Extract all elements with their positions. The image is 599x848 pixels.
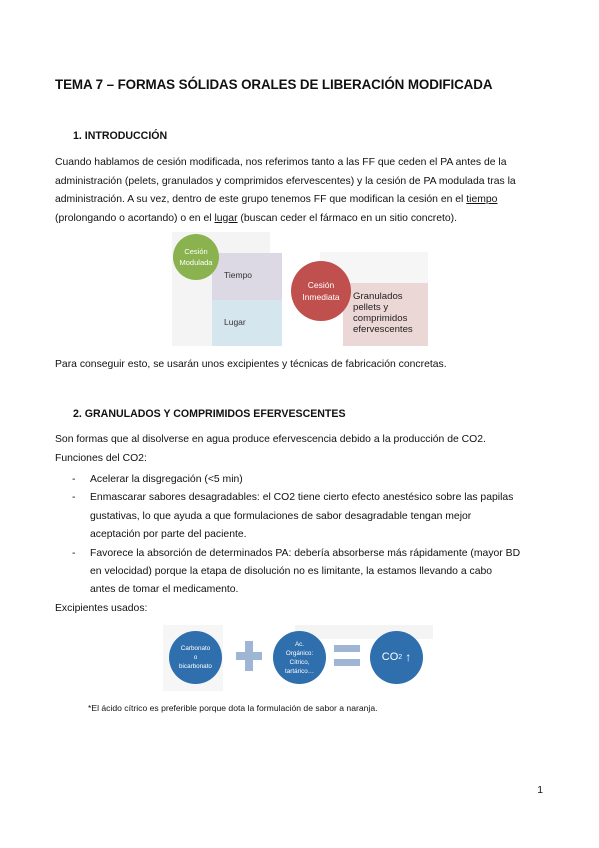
co2-text: CO bbox=[381, 651, 399, 663]
acido-line-2: Orgánico: bbox=[285, 649, 314, 657]
closing-paragraph: Para conseguir esto, se usarán unos excipientes y técnicas de fabricación concretas. bbox=[55, 359, 447, 370]
carbonato-line-2: o bbox=[193, 654, 198, 661]
cesion-diagram bbox=[170, 230, 430, 348]
co2-circle bbox=[370, 631, 423, 684]
intro-line-1: Cuando hablamos de cesión modificada, nos referimos tanto a las FF que ceden el PA antes de la bbox=[55, 157, 507, 168]
funciones-list bbox=[55, 471, 520, 600]
page-number: 1 bbox=[537, 785, 543, 796]
equals-icon bbox=[334, 645, 360, 667]
dash-marker: - bbox=[72, 474, 76, 485]
dash-marker: - bbox=[72, 492, 76, 504]
carbonato-line-1: Carbonato bbox=[180, 645, 211, 652]
carbonato-circle bbox=[169, 631, 222, 684]
tiempo-underlined: tiempo bbox=[466, 194, 498, 205]
lugar-label: Lugar bbox=[224, 317, 246, 327]
funciones-line: Funciones del CO2: bbox=[55, 452, 147, 464]
bullet-3-line-2: en velocidad) porque la etapa de disolución no es limitante, la estamos llevando a cabo bbox=[90, 566, 493, 578]
bullet-2-line-3: aceptación por parte del paciente. bbox=[90, 529, 247, 541]
bullet-3-line-1: Favorece la absorción de determinados PA: debería absorberse más rápidamente (mayor BD bbox=[90, 547, 521, 559]
plus-icon bbox=[236, 641, 262, 671]
intro-line-4-text: (prolongando o acortando) o en el bbox=[55, 212, 215, 224]
cesion-modulada-line-2: Modulada bbox=[179, 258, 213, 267]
list-item bbox=[55, 545, 520, 600]
acido-line-4: tartárico… bbox=[284, 667, 315, 675]
intro-line-4-end: (buscan ceder el fármaco en un sitio concreto). bbox=[237, 212, 458, 224]
granulados-line-3: comprimidos bbox=[353, 313, 408, 324]
acido-line-3: Cítrico, bbox=[289, 658, 310, 666]
efervescencia-line: Son formas que al disolverse en agua produce efervescencia debido a la producción de CO2. bbox=[55, 434, 486, 445]
bullet-1-line-1: Acelerar la disgregación (<5 min) bbox=[90, 474, 243, 485]
acido-organico-circle bbox=[273, 631, 326, 684]
up-arrow-icon: ↑ bbox=[405, 650, 412, 664]
tiempo-label: Tiempo bbox=[224, 270, 253, 280]
efervescent-equation-diagram bbox=[163, 625, 435, 691]
intro-line-3-text: administración. A su vez, dentro de este grupo tenemos FF que modifican la cesión en el bbox=[55, 194, 467, 205]
intro-line-2: administración (pelets, granulados y comprimidos efervescentes) y la cesión de PA modulada tras la bbox=[55, 175, 516, 187]
excipientes-label: Excipientes usados: bbox=[55, 603, 148, 614]
lugar-box bbox=[212, 300, 282, 346]
cesion-inmediata-circle bbox=[291, 261, 351, 321]
tiempo-box bbox=[212, 253, 282, 300]
granulados-line-2: pellets y bbox=[353, 302, 389, 313]
cesion-modulada-line-1: Cesión bbox=[184, 247, 208, 256]
section-heading-introduccion: 1. INTRODUCCIÓN bbox=[73, 130, 168, 142]
intro-paragraph bbox=[55, 154, 516, 228]
acido-line-1: Ac. bbox=[294, 640, 305, 648]
granulados-line-1: Granulados bbox=[353, 291, 403, 302]
section2-intro bbox=[55, 431, 486, 468]
lugar-underlined: lugar bbox=[214, 212, 238, 224]
list-item bbox=[55, 489, 520, 544]
cesion-modulada-circle bbox=[173, 234, 219, 280]
bullet-3-line-3: antes de tomar el medicamento. bbox=[90, 584, 239, 596]
footnote: *El ácido cítrico es preferible porque dota la formulación de sabor a naranja. bbox=[88, 703, 378, 713]
list-item bbox=[55, 471, 520, 489]
granulados-line-4: efervescentes bbox=[353, 324, 413, 335]
co2-subscript: 2 bbox=[398, 654, 403, 661]
intro-line-4 bbox=[55, 210, 516, 229]
page-title: TEMA 7 – FORMAS SÓLIDAS ORALES DE LIBERACIÓN MODIFICADA bbox=[55, 77, 493, 92]
section-heading-granulados: 2. GRANULADOS Y COMPRIMIDOS EFERVESCENTES bbox=[73, 408, 346, 420]
cesion-inmediata-line-1: Cesión bbox=[307, 280, 335, 290]
dash-marker: - bbox=[72, 547, 76, 559]
intro-line-3 bbox=[55, 191, 516, 210]
bullet-2-line-1: Enmascarar sabores desagradables: el CO2 tiene cierto efecto anestésico sobre las papilas bbox=[90, 492, 514, 504]
bullet-2-line-2: gustativas, lo que ayuda a que formulaciones de sabor desagradable tengan mejor bbox=[90, 510, 472, 522]
carbonato-line-3: bicarbonato bbox=[179, 663, 212, 670]
granulados-box bbox=[343, 283, 428, 346]
cesion-inmediata-line-2: Inmediata bbox=[302, 292, 340, 302]
